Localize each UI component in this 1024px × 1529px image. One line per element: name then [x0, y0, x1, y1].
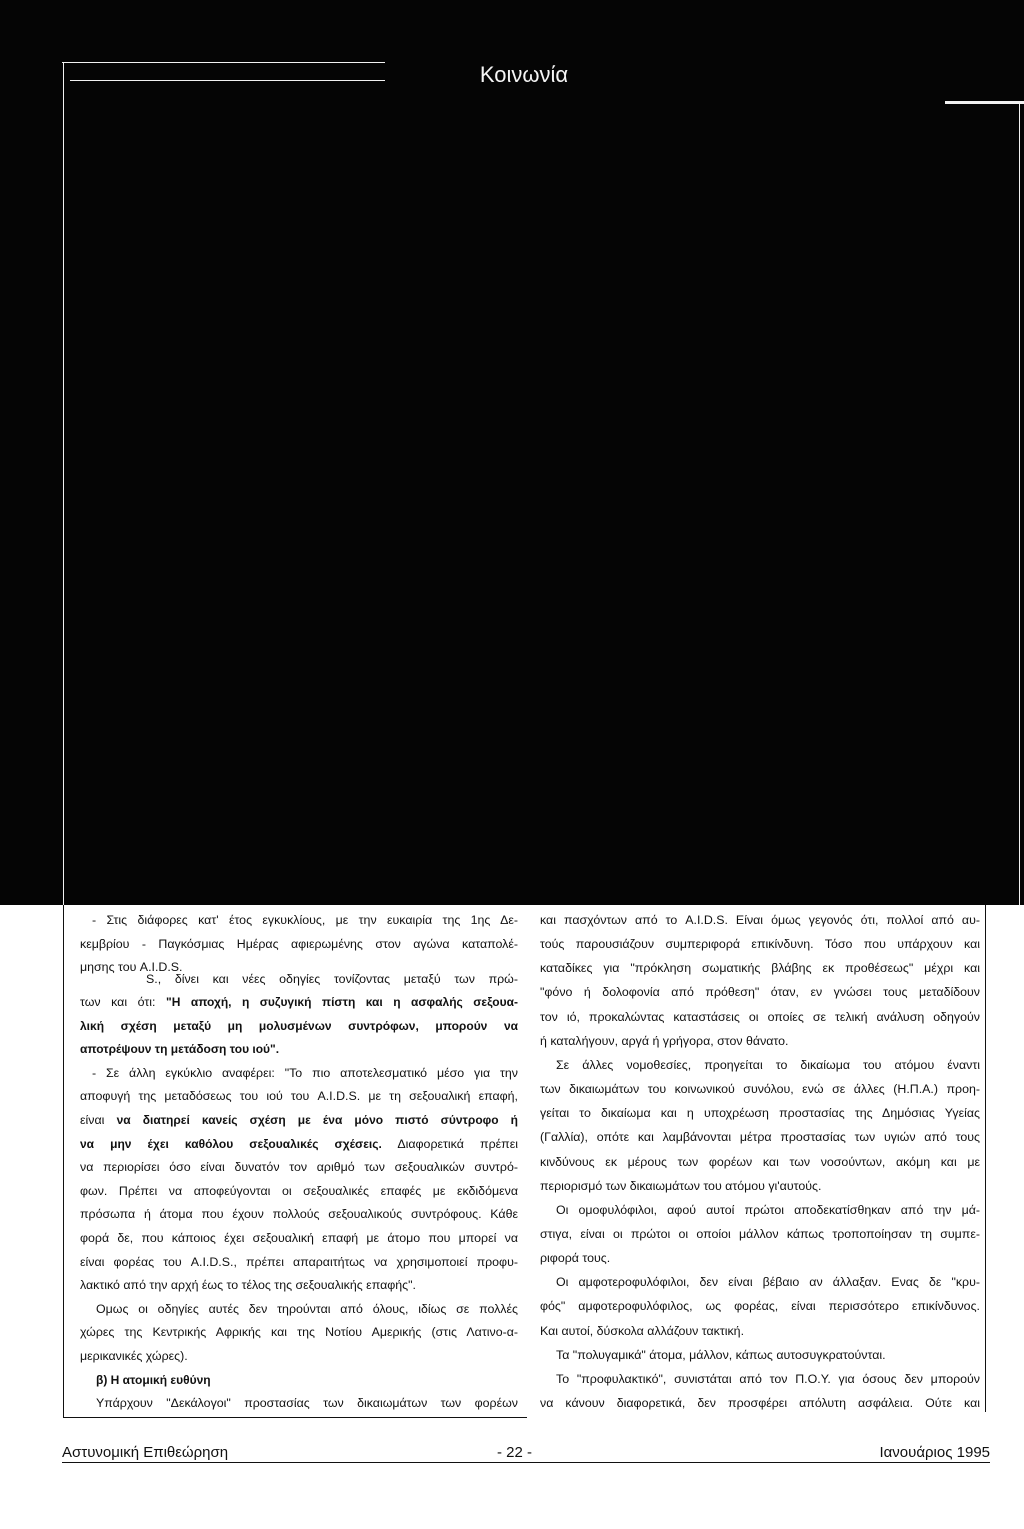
frame-line [62, 62, 385, 63]
text-line [80, 1136, 518, 1152]
text-run: Διαφορετικά πρέπει [381, 1137, 518, 1151]
column-border [63, 1417, 527, 1418]
frame-line [1019, 101, 1020, 905]
text-run: μησης του A.I.D.S. [80, 960, 183, 974]
column-border [63, 905, 64, 1418]
text-run: - Στις διάφορες κατ' έτος εγκυκλίους, με την ευκαιρία της 1ης Δε- [92, 913, 518, 927]
text-line [80, 1112, 518, 1128]
text-run: Υπάρχουν "Δεκάλογοι" προστασίας των δικαιωμάτων των φορέων [96, 1396, 518, 1410]
text-line [80, 1041, 518, 1057]
text-line: Οι ομοφυλόφιλοι, αφού αυτοί πρώτοι αποδεκατίσθηκαν από την μά- [556, 1203, 980, 1217]
text-run: φων. Πρέπει να αποφεύγονται οι σεξουαλικές επαφές με εκδιδόμενα [80, 1184, 518, 1198]
text-line [92, 1065, 518, 1081]
text-run: φορά δε, που κάποιος έχει σεξουαλική επαφή με άτομο που μπορεί να [80, 1231, 518, 1245]
footer-page-number: - 22 - [497, 1444, 533, 1461]
bold-run: να διατηρεί κανείς σχέση με ένα μόνο πιστό σύντροφο ή [116, 1113, 518, 1127]
footer-issue-date: Ιανουάριος 1995 [879, 1444, 990, 1461]
text-line: στιγα, είναι οι πρώτοι οι οποίοι μάλλον κάπως τροποποίησαν τη συμπε- [540, 1227, 980, 1241]
text-run: αποφυγή της μεταδόσεως του ιού του A.I.D.S. με τη σεξουαλική επαφή, [80, 1089, 518, 1103]
bold-run: "Η αποχή, η συζυγική πίστη και η ασφαλής σεξουα- [166, 995, 518, 1009]
text-line [80, 1206, 518, 1222]
frame-line [63, 62, 64, 905]
text-run: είναι [80, 1113, 117, 1127]
text-line [80, 1324, 518, 1340]
text-line: γείται το δικαίωμα και η υποχρέωση προστασίας της Δημόσιας Υγείας [540, 1106, 980, 1120]
text-run: κεμβρίου - Παγκόσμιας Ημέρας αφιερωμένης στον αγώνα καταπολέ- [80, 937, 518, 951]
text-line: και πασχόντων από το A.I.D.S. Είναι όμως γεγονός ότι, πολλοί από αυ- [540, 913, 980, 927]
text-line: Και αυτοί, δύσκολα αλλάζουν τακτική. [540, 1324, 745, 1338]
text-line [80, 1088, 518, 1104]
text-line [80, 1018, 518, 1034]
frame-line [70, 80, 385, 81]
text-run: λακτικό από την αρχή έως το τέλος της σεξουαλικής επαφής". [80, 1278, 416, 1292]
text-line [146, 971, 518, 987]
text-line: να κάνουν διαφορετικά, δεν προσφέρει απόλυτη ασφάλεια. Ούτε και [540, 1396, 980, 1410]
text-run: πρόσωπα ή άτομα που έχουν πολλούς σεξουαλικούς συντρόφους. Κάθε [80, 1207, 518, 1221]
text-line: των δικαιωμάτων του κοινωνικού συνόλου, ενώ σε άλλες (Η.Π.Α.) προη- [540, 1082, 980, 1096]
text-line: ή καταλήγουν, αργά ή γρήγορα, στον θάνατο. [540, 1034, 789, 1048]
text-line [80, 994, 518, 1010]
text-line: Οι αμφοτεροφυλόφιλοι, δεν είναι βέβαιο αν άλλαξαν. Ενας δε "κρυ- [556, 1275, 980, 1289]
column-border [985, 905, 986, 1412]
section-title: Κοινωνία [479, 62, 569, 87]
text-line: Τα "πολυγαμικά" άτομα, μάλλον, κάπως αυτοσυγκρατούνται. [556, 1348, 886, 1362]
text-run: - Σε άλλη εγκύκλιο αναφέρει: "Το πιο αποτελεσματικό μέσο για την [92, 1066, 518, 1080]
text-line: Το "προφυλακτικό", συνιστάται από τον Π.Ο.Υ. για όσους δεν μπορούν [556, 1372, 980, 1386]
text-line: καταδίκες για "πρόκληση σωματικής βλάβης εκ προθέσεως" μέχρι και [540, 961, 980, 975]
text-line [80, 1277, 518, 1293]
text-line [80, 1159, 518, 1175]
text-run: να περιορίσει όσο είναι δυνατόν τον αριθμό των σεξουαλικών συντρό- [80, 1160, 518, 1174]
text-line: ριφορά τους. [540, 1251, 611, 1265]
text-line: τον ιό, προκαλώντας καταστάσεις οι οποίες σε τελική ανάλυση οδηγούν [540, 1010, 980, 1024]
text-line: περιορισμό των δικαιωμάτων του ατόμου γι'αυτούς. [540, 1179, 822, 1193]
text-run: χώρες της Κεντρικής Αφρικής και της Νοτίου Αμερικής (στις Λατινο-α- [80, 1325, 518, 1339]
bold-run: να μην έχει καθόλου σεξουαλικές σχέσεις. [80, 1137, 382, 1151]
text-run: S., δίνει και νέες οδηγίες τονίζοντας μεταξύ των πρώ- [146, 972, 518, 986]
text-line: (Γαλλία), οπότε και λαμβάνονται μέτρα προστασίας των υγιών από τους [540, 1130, 980, 1144]
text-line [96, 1301, 518, 1317]
text-line: "φόνο ή δολοφονία από πρόθεση" όταν, εν γνώσει τους μεταδίδουν [540, 985, 980, 999]
bold-run: αποτρέψουν τη μετάδοση του ιού". [80, 1042, 280, 1056]
text-line [80, 1254, 518, 1270]
text-line [92, 912, 518, 928]
text-run: Ομως οι οδηγίες αυτές δεν τηρούνται από όλους, ιδίως σε πολλές [96, 1302, 518, 1316]
text-line: φός" αμφοτεροφυλόφιλος, ως φορέας, είναι περισσότερο επικίνδυνος. [540, 1299, 980, 1313]
text-line: κινδύνους εκ μέρους των φορέων και των νοσούντων, ακόμη και με [540, 1155, 980, 1169]
bold-run: β) Η ατομική ευθύνη [96, 1373, 211, 1387]
text-line: Σε άλλες νομοθεσίες, προηγείται το δικαίωμα του ατόμου έναντι [556, 1058, 980, 1072]
text-line [80, 936, 518, 952]
text-line [96, 1395, 518, 1411]
frame-line [945, 101, 1024, 104]
text-run: των και ότι: [80, 995, 167, 1009]
footer-rule [62, 1462, 990, 1463]
bold-run: λική σχέση μεταξύ μη μολυσμένων συντρόφων, μπορούν να [80, 1019, 518, 1033]
text-run: μερικανικές χώρες). [80, 1349, 188, 1363]
subheading [96, 1372, 518, 1388]
text-run: είναι φορέας του A.I.D.S., πρέπει απαραιτήτως να χρησιμοποιεί προφυ- [80, 1255, 518, 1269]
text-line: τούς παρουσιάζουν συμπεριφορά επικίνδυνη. Τόσο που υπάρχουν και [540, 937, 980, 951]
footer-publication: Αστυνομική Επιθεώρηση [62, 1444, 229, 1461]
text-line [80, 1230, 518, 1246]
text-line [80, 1183, 518, 1199]
text-line [80, 1348, 518, 1364]
